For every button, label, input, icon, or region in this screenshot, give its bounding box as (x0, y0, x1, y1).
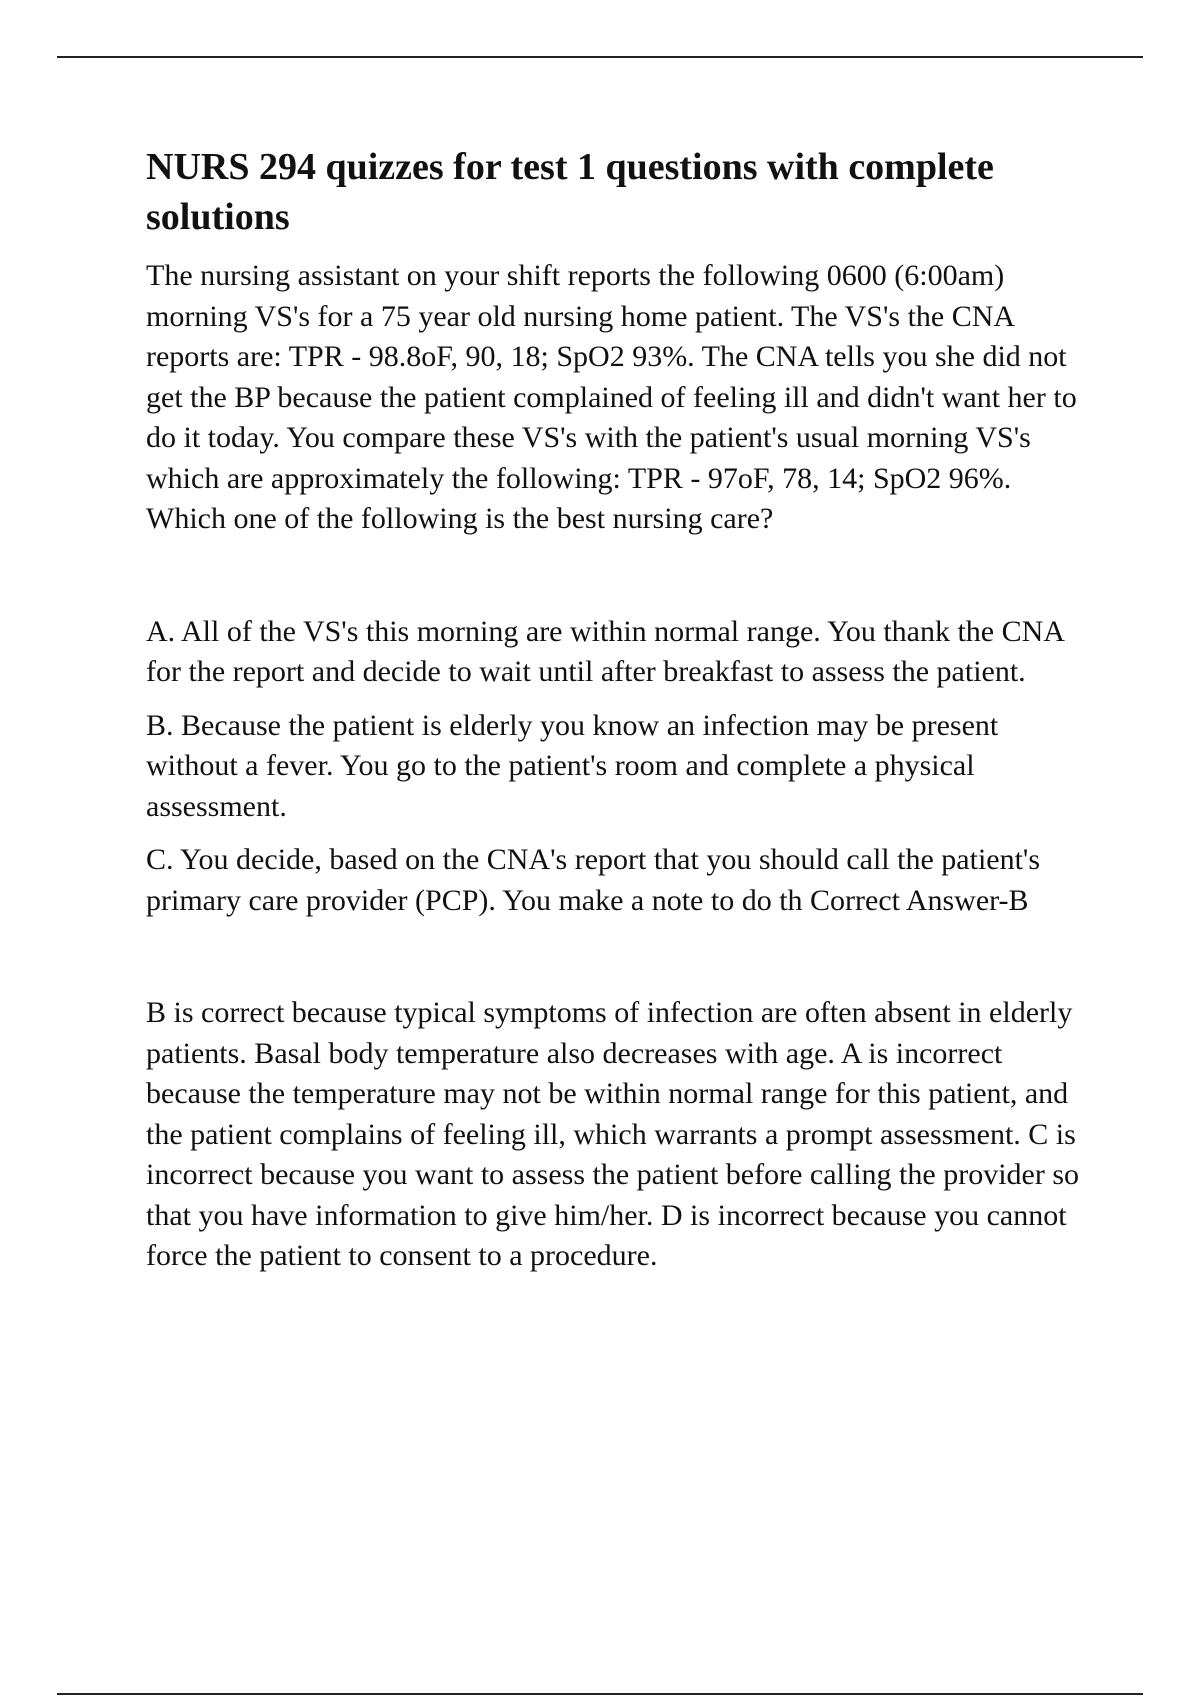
document-title: NURS 294 quizzes for test 1 questions with complete solutions (146, 146, 994, 238)
option-a: A. All of the VS's this morning are within normal range. You thank the CNA for the report and decide to wait until after breakfast to assess the patient. (146, 614, 1064, 688)
top-divider (57, 56, 1143, 58)
question-text: The nursing assistant on your shift reports the following 0600 (6:00am) morning VS's for a 75 year old nursing home patient. The VS's the CNA reports are: TPR - 98.8oF, 90, 18; SpO2 93%. The CNA tells you she did not get the BP because the patient complained of feeling ill and didn't want her to do it today. You compare these VS's with the patient's usual morning VS's which are approximately the following: TPR - 97oF, 78, 14; SpO2 96%. Which one of the following is the best nursing care? (146, 259, 1077, 535)
option-b: B. Because the patient is elderly you know an infection may be present without a fever. You go to the patient's room and complete a physical assessment. (146, 708, 999, 823)
bottom-divider (57, 1693, 1143, 1695)
document-body (146, 142, 1096, 1277)
answer-explanation: B is correct because typical symptoms of infection are often absent in elderly patients. Basal body temperature also decreases with age. A is incorrect because the temperature may not be within normal range for this patient, and the patient complains of feeling ill, which warrants a prompt assessment. C is incorrect because you want to assess the patient before calling the provider so that you have information to give him/her. D is incorrect because you cannot force the patient to consent to a procedure. (146, 996, 1080, 1272)
option-c: C. You decide, based on the CNA's report that you should call the patient's primary care provider (PCP). You make a note to do th Correct Answer-B (146, 843, 1041, 917)
